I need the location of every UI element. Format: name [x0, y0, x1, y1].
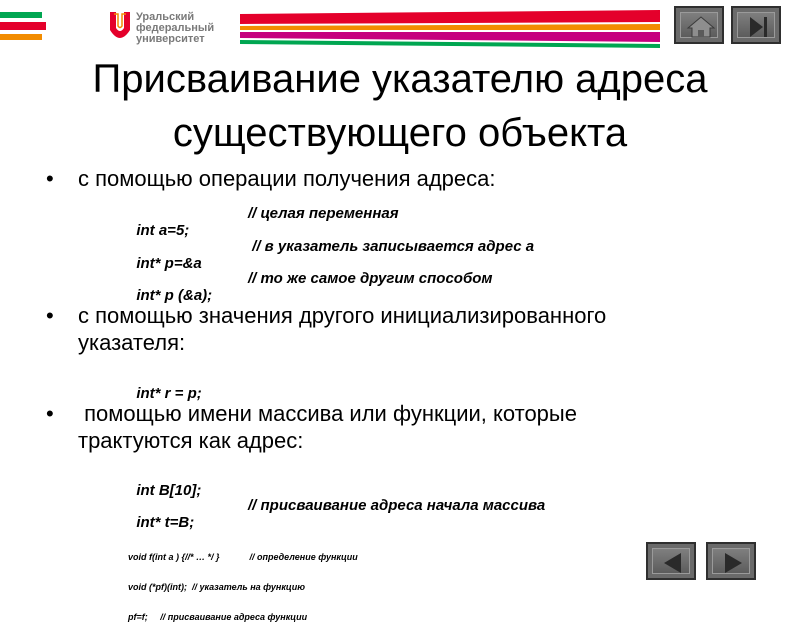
logo-line: Уральский: [136, 11, 195, 23]
bullet-item: [46, 400, 738, 454]
code-text: int a=5;: [136, 222, 190, 239]
code-comment: // то же самое другим способом: [248, 270, 493, 287]
next-icon: [733, 8, 783, 46]
bullet-text: с помощью операции получения адреса:: [78, 166, 496, 191]
bullet-dot: •: [46, 401, 54, 426]
back-icon: [648, 544, 698, 582]
bullet-text: указателя:: [78, 330, 186, 355]
logo-line: федеральный: [136, 22, 215, 34]
forward-button[interactable]: [706, 542, 756, 580]
code-line: void (*pf)(int); // указатель на функцию: [128, 582, 305, 592]
university-name: [136, 12, 214, 45]
code-line: pf=f; // присваивание адреса функции: [128, 612, 308, 622]
title-line: Присваивание указателю адреса: [92, 57, 708, 101]
bullet-dot: •: [46, 303, 54, 328]
code-comment: // присваивание адреса начала массива: [248, 497, 546, 514]
university-logo-icon: [108, 10, 132, 44]
code-text: int* r = p;: [136, 385, 202, 402]
next-slide-button[interactable]: [731, 6, 781, 44]
forward-icon: [708, 544, 758, 582]
bullet-text: помощью имени массива или функции, которые: [78, 401, 577, 426]
back-button[interactable]: [646, 542, 696, 580]
bullet-item: [46, 165, 738, 192]
code-text: int* p=&a: [136, 255, 202, 272]
code-text: int* p (&a);: [136, 287, 213, 304]
bullet-text: трактуются как адрес:: [78, 428, 304, 453]
code-text: int B[10];: [136, 482, 202, 499]
bullet-dot: •: [46, 166, 54, 191]
bullet-item: [46, 302, 738, 356]
home-icon: [676, 8, 726, 46]
home-button[interactable]: [674, 6, 724, 44]
logo-line: университет: [136, 33, 205, 45]
code-text: int* t=B;: [136, 514, 195, 531]
code-line: void f(int a ) {//* … */ } // определение функции: [128, 552, 358, 562]
page-title: [0, 52, 800, 160]
title-line: существующего объекта: [172, 111, 628, 155]
code-line: [128, 368, 202, 402]
code-comment: // в указатель записывается адрес a: [248, 238, 535, 255]
code-line: [128, 465, 201, 499]
bullet-text: с помощью значения другого инициализированного: [78, 303, 607, 328]
code-comment: // целая переменная: [248, 205, 399, 222]
function-pointer-code: [128, 532, 358, 632]
